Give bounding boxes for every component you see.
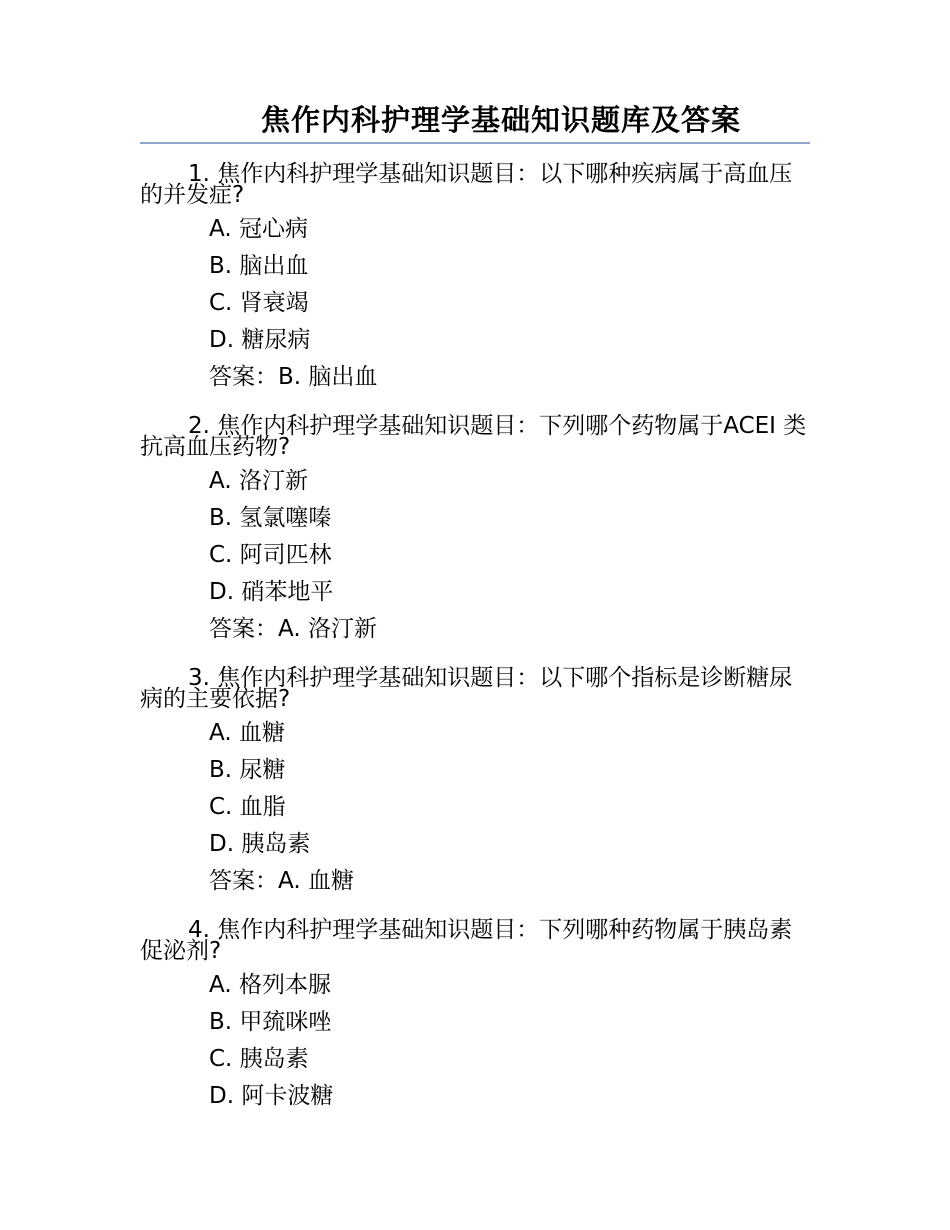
option-a: A. 洛汀新 [209, 468, 308, 494]
option-c: C. 肾衰竭 [209, 290, 309, 316]
document-title-block [140, 100, 810, 144]
option-c: C. 胰岛素 [209, 1046, 309, 1072]
option-b: B. 氢氯噻嗪 [209, 505, 332, 531]
option-a: A. 冠心病 [209, 216, 308, 242]
document-page [140, 100, 810, 1115]
question-3 [140, 648, 810, 900]
option-d: D. 硝苯地平 [209, 579, 334, 605]
option-c: C. 阿司匹林 [209, 542, 332, 568]
option-list [140, 715, 810, 863]
question-4 [140, 900, 810, 1115]
option-list [140, 967, 810, 1115]
option-d: D. 胰岛素 [209, 831, 311, 857]
option-a: A. 格列本脲 [209, 972, 331, 998]
option-a: A. 血糖 [209, 720, 285, 746]
option-c: C. 血脂 [209, 794, 286, 820]
question-stem: 2. 焦作内科护理学基础知识题目：下列哪个药物属于ACEI 类抗高血压药物? [140, 413, 807, 460]
question-stem: 3. 焦作内科护理学基础知识题目：以下哪个指标是诊断糖尿病的主要依据? [140, 665, 793, 712]
option-b: B. 脑出血 [209, 253, 309, 279]
question-stem: 1. 焦作内科护理学基础知识题目：以下哪种疾病属于高血压的并发症? [140, 161, 793, 208]
question-answer: 答案：B. 脑出血 [209, 364, 378, 390]
document-title: 焦作内科护理学基础知识题库及答案 [260, 103, 741, 137]
option-list [140, 211, 810, 359]
question-2 [140, 396, 810, 648]
option-b: B. 尿糖 [209, 757, 286, 783]
option-b: B. 甲巯咪唑 [209, 1009, 332, 1035]
question-answer: 答案：A. 血糖 [209, 868, 354, 894]
option-list [140, 463, 810, 611]
option-d: D. 糖尿病 [209, 327, 311, 353]
question-answer: 答案：A. 洛汀新 [209, 616, 377, 642]
question-1 [140, 144, 810, 396]
option-d: D. 阿卡波糖 [209, 1083, 334, 1109]
question-stem: 4. 焦作内科护理学基础知识题目：下列哪种药物属于胰岛素促泌剂? [140, 917, 793, 964]
